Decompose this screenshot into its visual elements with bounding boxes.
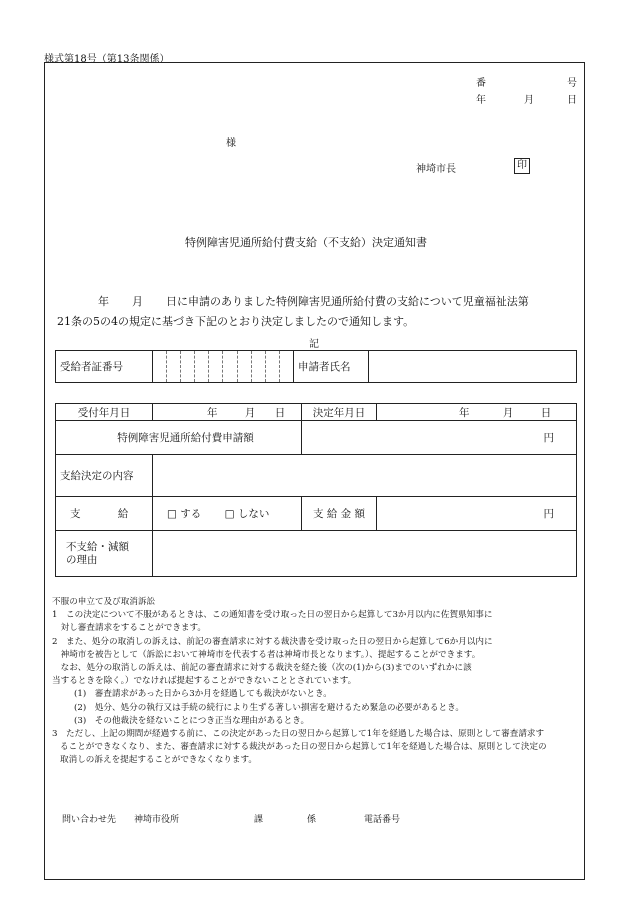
payment-amount-label: 支 給 金 額	[302, 497, 377, 531]
intro-month: 月	[132, 295, 143, 308]
decision-date-label: 決定年月日	[302, 404, 377, 421]
receipt-year: 年	[207, 406, 218, 419]
date-month-label: 月	[524, 95, 534, 106]
receipt-date-field[interactable]	[153, 404, 302, 421]
reason-label-line-1: 不支給・減額	[66, 540, 129, 553]
decision-content-label: 支給決定の内容	[56, 455, 153, 497]
intro-line-2: 21条の5の4の規定に基づき下記のとおり決定しましたので通知します。	[57, 315, 415, 328]
recipient-table	[55, 350, 577, 383]
notes-line: 3 ただし、上記の期間が経過する前に、この決定があった日の翌日から起算して1年を経過した場合は、原則として審査請求す	[52, 729, 545, 740]
payment-label-a: 支	[70, 508, 81, 520]
payment-amount-field[interactable]	[377, 497, 577, 531]
contact-label: 問い合わせ先	[62, 815, 117, 825]
date-day-label: 日	[567, 95, 577, 106]
notes-line: 当するときを除く。）でなければ提起することができないこととされています。	[52, 676, 357, 687]
intro-year: 年	[98, 295, 109, 308]
notes-line: ることができなくなり、また、審査請求に対する裁決があった日の翌日から起算して1年を経過した場合は、原則として決定の	[60, 742, 547, 753]
document-title: 特例障害児通所給付費支給（不支給）決定通知書	[185, 236, 427, 249]
decision-date-field[interactable]	[377, 404, 577, 421]
number-suffix: 号	[567, 78, 577, 89]
reason-label	[56, 531, 153, 577]
contact-subsection: 係	[307, 815, 317, 825]
notes-line: 取消しの訴えを提起することができなくなります。	[60, 755, 257, 766]
decision-day: 日	[540, 406, 552, 419]
notes-heading: 不服の申立て及び取消訴訟	[52, 597, 156, 607]
notes-line: (3) その他裁決を経ないことにつき正当な理由があるとき。	[74, 715, 310, 726]
notes-line: (2) 処分、処分の執行又は手続の続行により生ずる著しい損害を避けるため緊急の必要があるとき。	[74, 702, 464, 713]
date-year-label: 年	[476, 95, 486, 106]
pay-yes-checkbox[interactable]: □ する	[167, 508, 202, 520]
addressee-honorific: 様	[226, 138, 236, 149]
intro-line-1: 日に申請のありました特例障害児通所給付費の支給について児童福祉法第	[166, 295, 529, 308]
applicant-name-label: 申請者氏名	[294, 351, 369, 383]
pay-no-checkbox[interactable]: □ しない	[224, 508, 270, 520]
payment-options	[153, 497, 302, 531]
contact-phone: 電話番号	[364, 815, 401, 825]
appeal-notes	[52, 596, 580, 768]
payment-label-b: 給	[117, 508, 129, 520]
applicant-name-field[interactable]	[369, 351, 577, 383]
notes-line: 2 また、処分の取消しの訴えは、前記の審査請求に対する裁決書を受け取った日の翌日から起算して6か月以内に	[52, 636, 493, 647]
seal-mark: 印	[514, 158, 530, 174]
recipient-number-field[interactable]	[153, 351, 294, 383]
notes-line: なお、処分の取消しの訴えは、前記の審査請求に対する裁決を経た後（次の(1)から(3)までのいずれかに該	[52, 663, 472, 674]
form-number-label: 様式第18号（第13条関係）	[44, 54, 170, 65]
payment-label	[56, 497, 153, 531]
apply-amount-field[interactable]	[302, 421, 577, 455]
receipt-month: 月	[244, 406, 256, 419]
reason-field[interactable]	[153, 531, 577, 577]
receipt-day: 日	[274, 406, 286, 419]
number-label: 番	[476, 78, 486, 89]
notes-line: 神埼市を被告として（訴訟において神埼市を代表する者は神埼市長となります。）、提起することができます。	[52, 649, 481, 660]
reason-label-line-2: の理由	[66, 553, 98, 566]
payment-amount-yen: 円	[543, 508, 554, 520]
notes-line: 対し審査請求をすることができます。	[52, 623, 207, 634]
mayor-title: 神埼市長	[416, 164, 456, 175]
ki-label: 記	[309, 339, 319, 350]
recipient-number-label: 受給者証番号	[56, 351, 153, 383]
apply-amount-yen: 円	[543, 432, 554, 444]
decision-content-field[interactable]	[153, 455, 577, 497]
contact-office: 神埼市役所	[134, 815, 180, 825]
decision-table	[55, 403, 577, 577]
decision-year: 年	[459, 406, 470, 419]
decision-month: 月	[502, 406, 514, 419]
contact-section: 課	[254, 815, 264, 825]
notes-line: (1) 審査請求があった日から3か月を経過しても裁決がないとき。	[74, 689, 332, 700]
apply-amount-label: 特例障害児通所給付費申請額	[56, 421, 302, 455]
receipt-date-label: 受付年月日	[56, 404, 153, 421]
notes-line: 1 この決定について不服があるときは、この通知書を受け取った日の翌日から起算して3か月以内に佐賀県知事に	[52, 610, 493, 621]
